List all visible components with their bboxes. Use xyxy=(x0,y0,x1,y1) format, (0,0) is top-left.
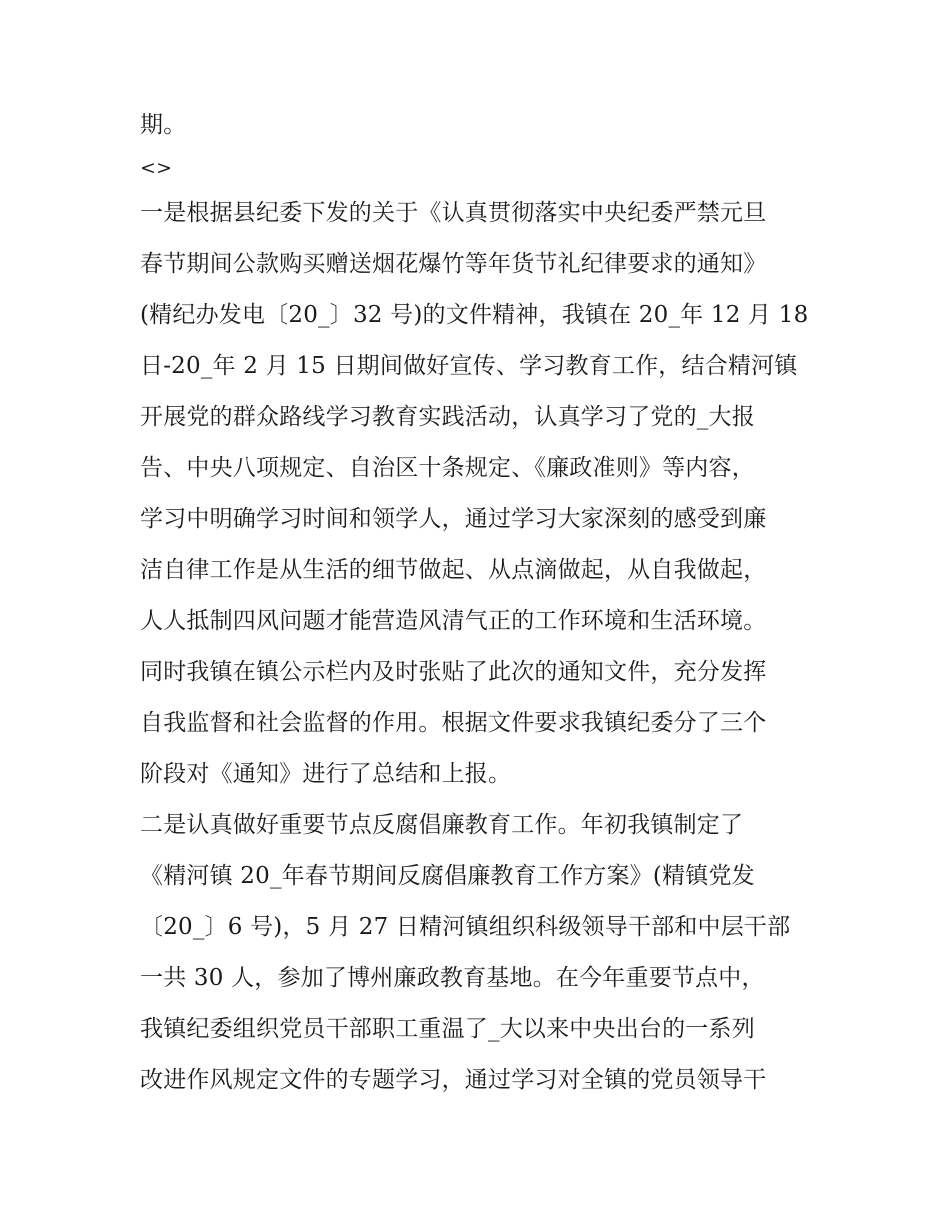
text-line: 春节期间公款购买赠送烟花爆竹等年货节礼纪律要求的通知》 xyxy=(140,251,767,277)
text-line: 〔20_〕6 号)，5 月 27 日精河镇组织科级领导干部和中层干部 xyxy=(140,914,791,940)
text-line: 日-20_年 2 月 15 日期间做好宣传、学习教育工作，结合精河镇 xyxy=(140,353,798,379)
text-line: 人人抵制四风问题才能营造风清气正的工作环境和生活环境。 xyxy=(140,608,767,634)
text-line: 一共 30 人，参加了博州廉政教育基地。在今年重要节点中， xyxy=(140,965,765,991)
text-line: 改进作风规定文件的专题学习，通过学习对全镇的党员领导干 xyxy=(140,1067,767,1093)
text-line: 《精河镇 20_年春节期间反腐倡廉教育工作方案》(精镇党发 xyxy=(140,863,755,889)
text-line: (精纪办发电〔20_〕32 号)的文件精神，我镇在 20_年 12 月 18 xyxy=(140,302,809,328)
text-line: 自我监督和社会监督的作用。根据文件要求我镇纪委分了三个 xyxy=(140,710,767,736)
text-line: 开展党的群众路线学习教育实践活动，认真学习了党的_大报 xyxy=(140,404,755,430)
text-line: <> xyxy=(140,157,173,179)
text-line: 告、中央八项规定、自治区十条规定、《廉政准则》等内容， xyxy=(140,455,755,481)
text-line: 学习中明确学习时间和领学人，通过学习大家深刻的感受到廉 xyxy=(140,506,767,532)
text-line: 一是根据县纪委下发的关于《认真贯彻落实中央纪委严禁元旦 xyxy=(140,200,767,226)
text-line: 我镇纪委组织党员干部职工重温了_大以来中央出台的一系列 xyxy=(140,1016,755,1042)
text-line: 期。 xyxy=(140,112,187,138)
text-line: 二是认真做好重要节点反腐倡廉教育工作。年初我镇制定了 xyxy=(140,812,744,838)
text-line: 阶段对《通知》进行了总结和上报。 xyxy=(140,761,512,787)
text-line: 同时我镇在镇公示栏内及时张贴了此次的通知文件，充分发挥 xyxy=(140,659,767,685)
text-line: 洁自律工作是从生活的细节做起、从点滴做起，从自我做起， xyxy=(140,557,767,583)
document-body xyxy=(140,102,820,1106)
